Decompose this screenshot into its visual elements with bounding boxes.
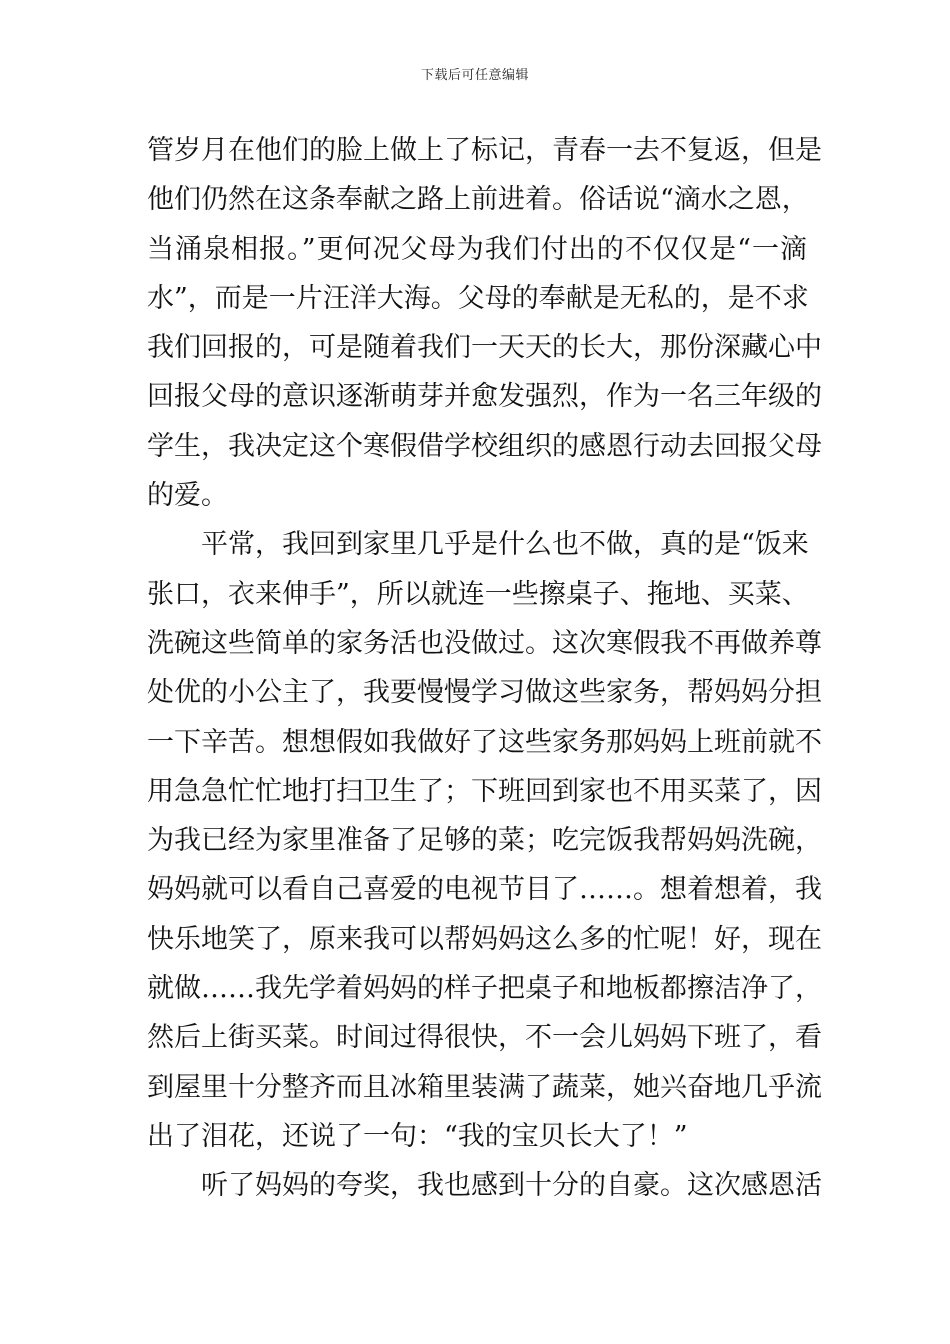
text-line: 出了泪花，还说了一句：“我的宝贝长大了！”	[147, 1120, 688, 1152]
text-line: 用急急忙忙地打扫卫生了；下班回到家也不用买菜了，因	[147, 775, 822, 807]
text-line: 管岁月在他们的脸上做上了标记，青春一去不复返，但是	[147, 135, 822, 166]
text-line: 到屋里十分整齐而且冰箱里装满了蔬菜，她兴奋地几乎流	[147, 1071, 822, 1103]
text-line: 的爱。	[147, 480, 228, 512]
page-header: 下载后可任意编辑	[420, 68, 529, 83]
text-line: 为我已经为家里准备了足够的菜；吃完饭我帮妈妈洗碗，	[147, 825, 822, 857]
text-line: 一下辛苦。想想假如我做好了这些家务那妈妈上班前就不	[147, 726, 822, 758]
text-line: 水”，而是一片汪洋大海。父母的奉献是无私的，是不求	[147, 282, 809, 314]
text-line: 他们仍然在这条奉献之路上前进着。俗话说“滴水之恩，	[147, 184, 809, 216]
text-line: 洗碗这些简单的家务活也没做过。这次寒假我不再做养尊	[147, 627, 822, 659]
text-line: 当涌泉相报。”更何况父母为我们付出的不仅仅是“一滴	[147, 233, 807, 265]
document-body	[147, 126, 822, 1211]
text-line: 处优的小公主了，我要慢慢学习做这些家务，帮妈妈分担	[147, 677, 822, 709]
text-line: 快乐地笑了，原来我可以帮妈妈这么多的忙呢！好，现在	[147, 923, 822, 955]
text-line: 就做……我先学着妈妈的样子把桌子和地板都擦洁净了，	[147, 973, 822, 1005]
text-line: 我们回报的，可是随着我们一天天的长大，那份深藏心中	[147, 332, 822, 364]
text-line: 学生，我决定这个寒假借学校组织的感恩行动去回报父母	[147, 430, 822, 462]
text-line: 妈妈就可以看自己喜爱的电视节目了……。想着想着，我	[147, 874, 822, 906]
text-line: 然后上街买菜。时间过得很快，不一会儿妈妈下班了，看	[147, 1022, 822, 1054]
paragraph-first-line: 平常，我回到家里几乎是什么也不做，真的是“饭来	[201, 529, 809, 561]
text-line: 张口，衣来伸手”，所以就连一些擦桌子、拖地、买菜、	[147, 578, 809, 610]
paragraph-first-line: 听了妈妈的夸奖，我也感到十分的自豪。这次感恩活	[201, 1170, 822, 1202]
text-line: 回报父母的意识逐渐萌芽并愈发强烈，作为一名三年级的	[147, 381, 822, 413]
